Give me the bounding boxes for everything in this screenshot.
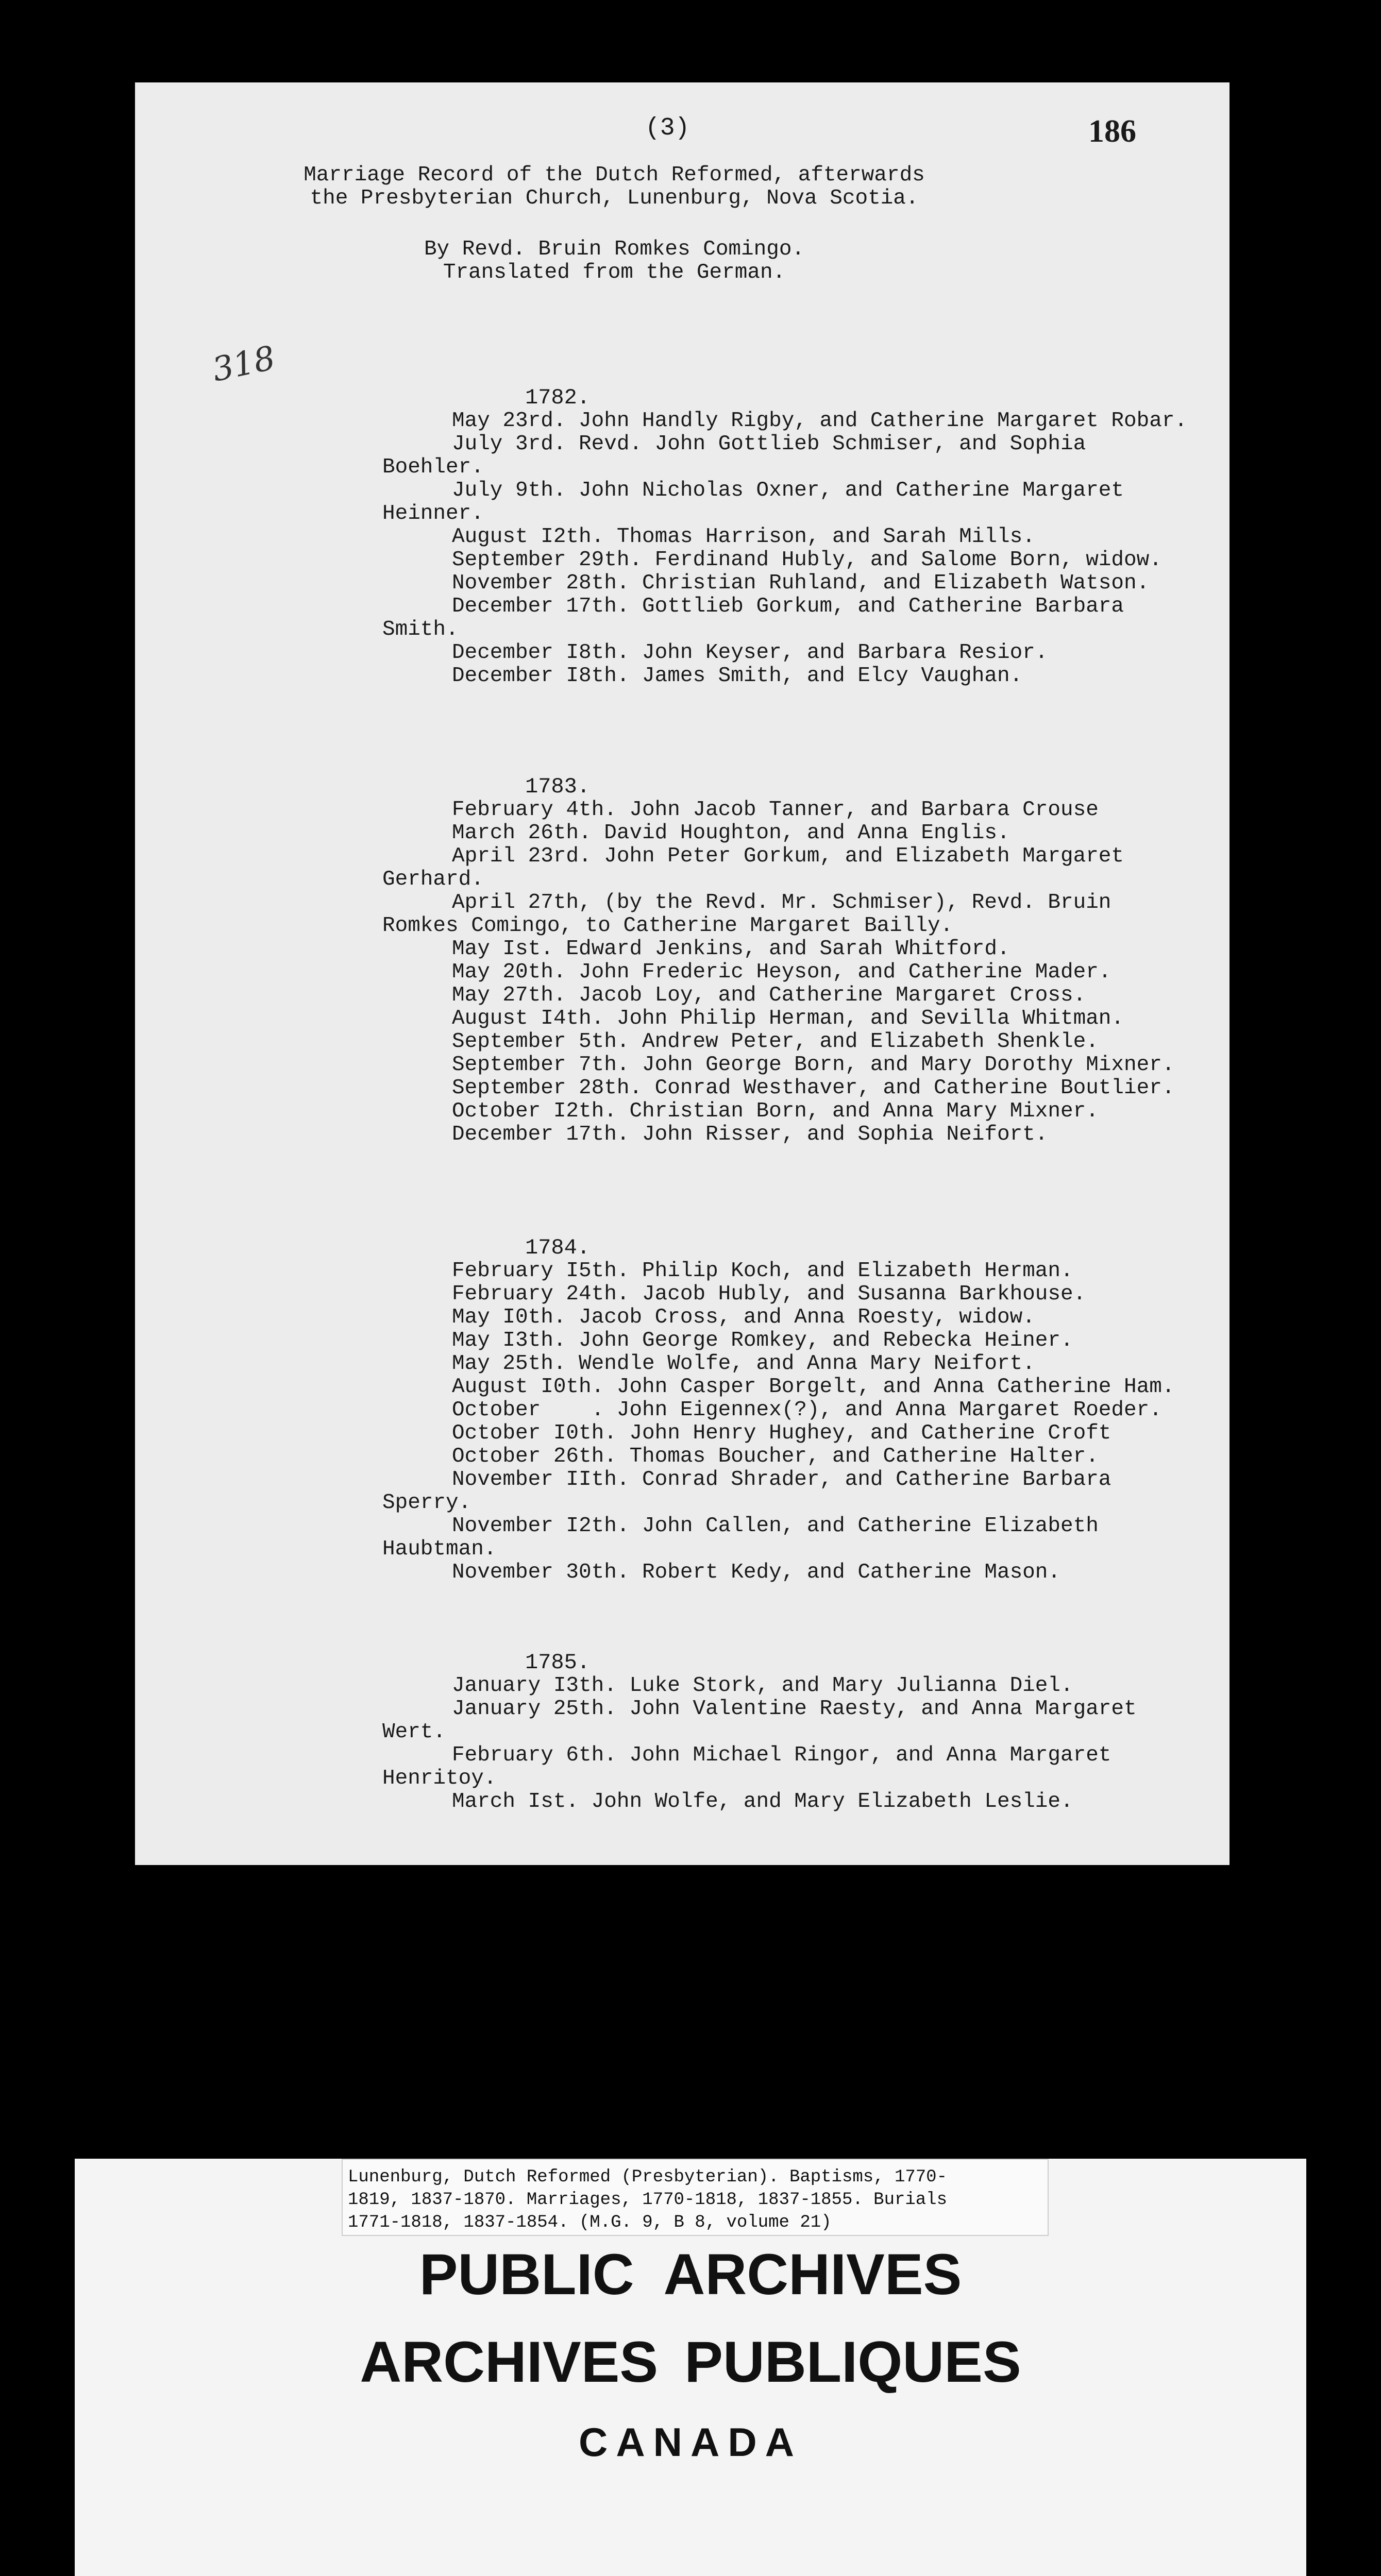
marriage-entry: May Ist. Edward Jenkins, and Sarah Whitford. [452, 937, 1010, 961]
marriage-entry: October I2th. Christian Born, and Anna Mary Mixner. [452, 1099, 1099, 1123]
record-byline [135, 238, 1093, 284]
year-heading: 1783. [525, 774, 591, 799]
marriage-entry: November I2th. John Callen, and Catherine Elizabeth Haubtman. [382, 1514, 1111, 1561]
page-number: 186 [1088, 114, 1136, 149]
marriage-entry: August I2th. Thomas Harrison, and Sarah Mills. [452, 525, 1035, 549]
marriage-entry: February I5th. Philip Koch, and Elizabeth Herman. [452, 1259, 1073, 1283]
year-heading: 1782. [525, 385, 591, 410]
year-heading: 1784. [525, 1235, 591, 1260]
strip-line: 1771-1818, 1837-1854. (M.G. 9, B 8, volume 21) [348, 2213, 832, 2232]
marriage-entry: May 25th. Wendle Wolfe, and Anna Mary Neifort. [452, 1352, 1035, 1376]
archive-label [75, 2159, 1306, 2576]
collection-strip [342, 2159, 1049, 2236]
marriage-entry: April 27th, (by the Revd. Mr. Schmiser), Revd. Bruin Romkes Comingo, to Catherine Margaret Bailly. [382, 891, 1124, 938]
marriage-entry: February 4th. John Jacob Tanner, and Barbara Crouse [452, 798, 1099, 822]
year-section [135, 1236, 1230, 1584]
marriage-entry: November IIth. Conrad Shrader, and Catherine Barbara Sperry. [382, 1468, 1124, 1515]
marriage-entry: January 25th. John Valentine Raesty, and Anna Margaret Wert. [382, 1697, 1150, 1744]
marriage-entry: September 5th. Andrew Peter, and Elizabeth Shenkle. [452, 1030, 1099, 1054]
byline-line: Translated from the German. [443, 261, 786, 284]
marriage-entry: July 3rd. Revd. John Gottlieb Schmiser, and Sophia Boehler. [382, 432, 1099, 479]
marriage-entry: April 23rd. John Peter Gorkum, and Elizabeth Margaret Gerhard. [382, 844, 1137, 891]
marriage-entry: March Ist. John Wolfe, and Mary Elizabeth Leslie. [452, 1790, 1073, 1814]
page-number-paren: (3) [645, 114, 690, 142]
marriage-entry: February 24th. Jacob Hubly, and Susanna Barkhouse. [452, 1282, 1086, 1306]
year-section [135, 386, 1230, 688]
marriage-entry: March 26th. David Houghton, and Anna Englis. [452, 821, 1010, 845]
strip-line: 1819, 1837-1870. Marriages, 1770-1818, 1837-1855. Burials [348, 2190, 947, 2210]
marriage-entry: September 7th. John George Born, and Mary Dorothy Mixner. [452, 1053, 1175, 1077]
marriage-entry: December 17th. Gottlieb Gorkum, and Catherine Barbara Smith. [382, 595, 1137, 641]
marriage-entry: September 29th. Ferdinand Hubly, and Salome Born, widow. [452, 548, 1162, 572]
marriage-entry: August I4th. John Philip Herman, and Sevilla Whitman. [452, 1007, 1124, 1030]
marriage-entry: October I0th. John Henry Hughey, and Catherine Croft [452, 1421, 1111, 1445]
marriage-entry: December I8th. John Keyser, and Barbara Resior. [452, 641, 1048, 665]
marriage-entry: January I3th. Luke Stork, and Mary Julianna Diel. [452, 1674, 1073, 1698]
archive-name-french: ARCHIVES PUBLIQUES [360, 2330, 1021, 2394]
entry-list [382, 1260, 1197, 1584]
marriage-entry: December I8th. James Smith, and Elcy Vaughan. [452, 664, 1023, 688]
byline-line: By Revd. Bruin Romkes Comingo. [424, 238, 805, 261]
handwritten-note: 318 [209, 339, 279, 389]
marriage-entry: November 28th. Christian Ruhland, and Elizabeth Watson. [452, 571, 1150, 595]
marriage-entry: July 9th. John Nicholas Oxner, and Catherine Margaret Heinner. [382, 479, 1137, 526]
marriage-entry: May I3th. John George Romkey, and Rebecka Heiner. [452, 1329, 1073, 1352]
marriage-entry: December 17th. John Risser, and Sophia Neifort. [452, 1123, 1048, 1146]
marriage-entry: August I0th. John Casper Borgelt, and Anna Catherine Ham. [452, 1375, 1175, 1399]
title-line: the Presbyterian Church, Lunenburg, Nova Scotia. [310, 187, 919, 210]
marriage-entry: May 27th. Jacob Loy, and Catherine Margaret Cross. [452, 984, 1086, 1007]
marriage-entry: September 28th. Conrad Westhaver, and Catherine Boutlier. [452, 1076, 1175, 1100]
entry-list [382, 799, 1197, 1146]
marriage-entry: October 26th. Thomas Boucher, and Catherine Halter. [452, 1445, 1099, 1468]
year-heading: 1785. [525, 1650, 591, 1675]
strip-line: Lunenburg, Dutch Reformed (Presbyterian). Baptisms, 1770- [348, 2167, 947, 2187]
year-section [135, 1651, 1230, 1814]
entry-list [382, 410, 1197, 688]
marriage-entry: February 6th. John Michael Ringor, and Anna Margaret Henritoy. [382, 1743, 1124, 1790]
document-page [135, 82, 1230, 1865]
archive-country: CANADA [579, 2419, 802, 2465]
marriage-entry: May 20th. John Frederic Heyson, and Catherine Mader. [452, 960, 1111, 984]
marriage-entry: May 23rd. John Handly Rigby, and Catherine Margaret Robar. [452, 409, 1188, 433]
archive-name-english: PUBLIC ARCHIVES [419, 2242, 962, 2307]
year-section [135, 775, 1230, 1146]
marriage-entry: October . John Eigennex(?), and Anna Margaret Roeder. [452, 1398, 1162, 1422]
entry-list [382, 1674, 1197, 1814]
marriage-entry: May I0th. Jacob Cross, and Anna Roesty, widow. [452, 1306, 1035, 1329]
marriage-entry: November 30th. Robert Kedy, and Catherine Mason. [452, 1561, 1060, 1584]
title-line: Marriage Record of the Dutch Reformed, afterwards [304, 163, 925, 187]
record-title [135, 164, 1093, 210]
